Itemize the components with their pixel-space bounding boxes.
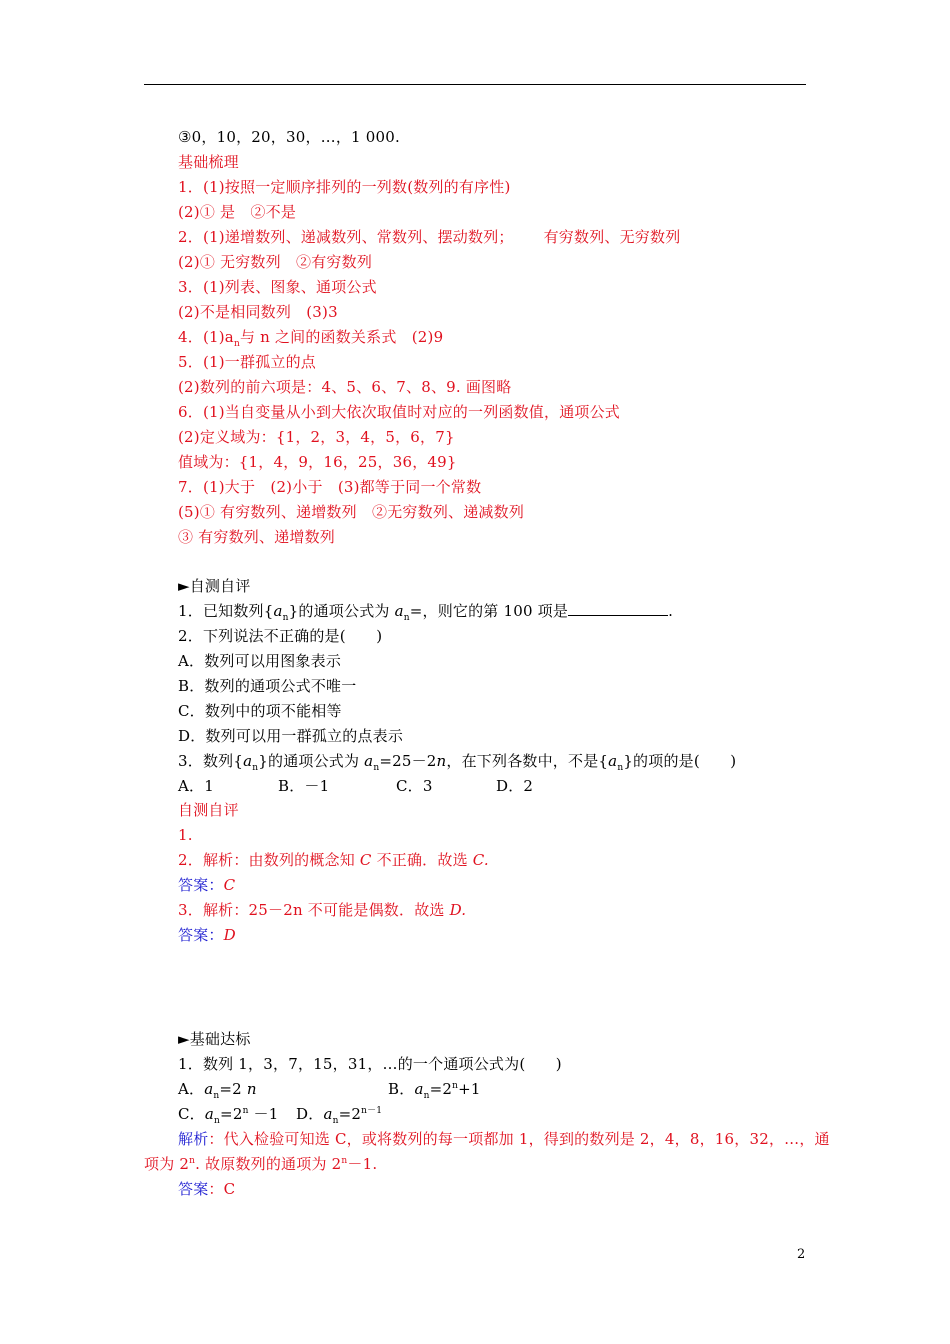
answer-text: 有穷数列、无穷数列: [543, 228, 681, 246]
answer-line: (2)① 无穷数列 ②有穷数列: [178, 253, 373, 271]
answer-line: 3．(1)列表、图象、通项公式: [178, 278, 377, 296]
option-text: +1: [458, 1080, 481, 1098]
section-heading-jichu-shuli: 基础梳理: [178, 153, 239, 171]
analysis-text: 不正确．故选: [371, 851, 473, 869]
option-a: A．数列可以用图象表示: [178, 652, 342, 670]
superscript: n－1: [361, 1106, 383, 1116]
answer-value: D: [223, 926, 236, 944]
option-c: [178, 1104, 296, 1124]
math-var: a: [204, 1105, 215, 1123]
option-b: B．数列的通项公式不唯一: [178, 677, 357, 695]
subscript: n: [617, 763, 624, 773]
answer-value: C: [223, 876, 236, 894]
question-text: 1．已知数列{: [178, 602, 274, 620]
header-rule: [144, 84, 806, 85]
subscript: n: [282, 613, 289, 623]
answer-label: 答案: [178, 1180, 209, 1198]
question-3-options: [178, 776, 533, 796]
math-var: n: [436, 752, 447, 770]
answer-label: 答案：: [178, 876, 224, 894]
superscript: n: [341, 1156, 348, 1166]
option-a: A．1: [178, 777, 214, 795]
answer-line: (2)数列的前六项是：4、5、6、7、8、9. 画图略: [178, 378, 512, 396]
analysis-text: 项为 2: [144, 1155, 190, 1173]
question-text: }的项的是( ): [623, 752, 737, 770]
answer-label: 答案：: [178, 926, 224, 944]
answer-2-result: [178, 875, 235, 895]
superscript: n: [242, 1106, 249, 1116]
question-2: 2．下列说法不正确的是( ): [178, 627, 383, 645]
dabiao-answer: [178, 1179, 235, 1199]
option-d: D．2: [496, 777, 534, 795]
analysis-text: 2．解析：由数列的概念知: [178, 851, 360, 869]
dabiao-options-cd: [178, 1104, 382, 1124]
math-var: a: [243, 752, 253, 770]
option-text: =2: [338, 1105, 362, 1123]
analysis-text: －1.: [347, 1155, 378, 1173]
math-var: C: [359, 851, 372, 869]
analysis-text: ：代入检验可知选 C，或将数列的每一项都加 1，得到的数列是 2，4，8，16，32，…，通: [208, 1130, 830, 1148]
math-var: n: [246, 1080, 257, 1098]
option-label: B．: [388, 1080, 415, 1098]
answer-text: 与 n 之间的函数关系式 (2)9: [239, 328, 444, 346]
option-text: =2: [429, 1080, 453, 1098]
math-var: a: [364, 752, 374, 770]
dabiao-options-ab: [178, 1079, 481, 1099]
page-number: 2: [797, 1247, 806, 1262]
question-text: .: [668, 602, 674, 620]
question-3: [178, 751, 736, 771]
question-text: =，则它的第 100 项是: [409, 602, 569, 620]
math-var: C.: [472, 851, 489, 869]
answer-line: 值域为：{1，4，9，16，25，36，49}: [178, 453, 457, 471]
option-label: C．: [178, 1105, 205, 1123]
answer-line: 1．(1)按照一定顺序排列的一列数(数列的有序性): [178, 178, 511, 196]
section-heading-zice: ►自测自评: [178, 577, 251, 595]
answer-2-analysis: [178, 850, 489, 870]
option-d: [296, 1105, 383, 1126]
option-b: B．－1: [278, 777, 330, 795]
analysis-text: . 故原数列的通项为 2: [195, 1155, 342, 1173]
dabiao-analysis-line-2: [144, 1154, 377, 1174]
answer-text: 2．(1)递增数列、递减数列、常数列、摆动数列；: [178, 228, 514, 246]
answer-line: [178, 227, 680, 247]
question-text: ，在下列各数中，不是{: [446, 752, 609, 770]
question-text: }的通项公式为: [288, 602, 395, 620]
superscript: n: [452, 1081, 459, 1091]
option-a: [178, 1079, 388, 1099]
answer-3-result: [178, 925, 236, 945]
subscript: n: [373, 763, 380, 773]
item-3-line: ③0，10，20，30，…，1 000.: [178, 128, 400, 146]
option-text: －1: [248, 1105, 279, 1123]
option-c: C．3: [396, 777, 433, 795]
answer-line: (2)① 是 ②不是: [178, 203, 297, 221]
answer-3-analysis: [178, 900, 466, 920]
answer-line: 6．(1)当自变量从小到大依次取值时对应的一列函数值，通项公式: [178, 403, 620, 421]
question-text: }的通项公式为: [258, 752, 365, 770]
analysis-label: 解析: [178, 1130, 209, 1148]
option-label: D．: [296, 1105, 324, 1123]
subscript: n: [233, 339, 240, 349]
answer-line: 5．(1)一群孤立的点: [178, 353, 316, 371]
answer-blank: [568, 602, 668, 616]
option-text: =2: [219, 1080, 247, 1098]
section-heading-dabiao: ►基础达标: [178, 1030, 251, 1048]
section-heading-zice-answers: 自测自评: [178, 801, 239, 819]
analysis-text: 3．解析：25－2n 不可能是偶数．故选: [178, 901, 450, 919]
question-1: [178, 601, 673, 621]
math-var: a: [414, 1080, 424, 1098]
option-text: =2: [220, 1105, 243, 1123]
math-var: a: [323, 1105, 333, 1123]
answer-text: 4．(1)a: [178, 328, 234, 346]
answer-line: (2)定义域为：{1，2，3，4，5，6，7}: [178, 428, 455, 446]
subscript: n: [213, 1091, 220, 1101]
subscript: n: [403, 613, 410, 623]
subscript: n: [332, 1116, 339, 1126]
math-var: a: [394, 602, 404, 620]
option-c: C．数列中的项不能相等: [178, 702, 342, 720]
question-text: =25－2: [379, 752, 437, 770]
dabiao-question-1: 1．数列 1，3，7，15，31，…的一个通项公式为( ): [178, 1055, 562, 1073]
dabiao-analysis-line-1: [178, 1129, 830, 1149]
answer-line: (5)① 有穷数列、递增数列 ②无穷数列、递减数列: [178, 503, 525, 521]
question-text: 3．数列{: [178, 752, 244, 770]
subscript: n: [423, 1091, 430, 1101]
answer-line: [178, 327, 443, 347]
answer-value: ：C: [208, 1180, 236, 1198]
answer-line: (2)不是相同数列 (3)3: [178, 303, 338, 321]
superscript: n: [189, 1156, 196, 1166]
math-var: a: [204, 1080, 214, 1098]
option-label: A．: [178, 1080, 205, 1098]
answer-1: 1.: [178, 826, 193, 844]
math-var: a: [608, 752, 618, 770]
math-var: D.: [449, 901, 467, 919]
subscript: n: [214, 1116, 221, 1126]
option-b: [388, 1080, 481, 1101]
answer-line: ③ 有穷数列、递增数列: [178, 528, 335, 546]
subscript: n: [252, 763, 259, 773]
option-d: D．数列可以用一群孤立的点表示: [178, 727, 404, 745]
answer-line: 7．(1)大于 (2)小于 (3)都等于同一个常数: [178, 478, 482, 496]
math-var: a: [273, 602, 283, 620]
